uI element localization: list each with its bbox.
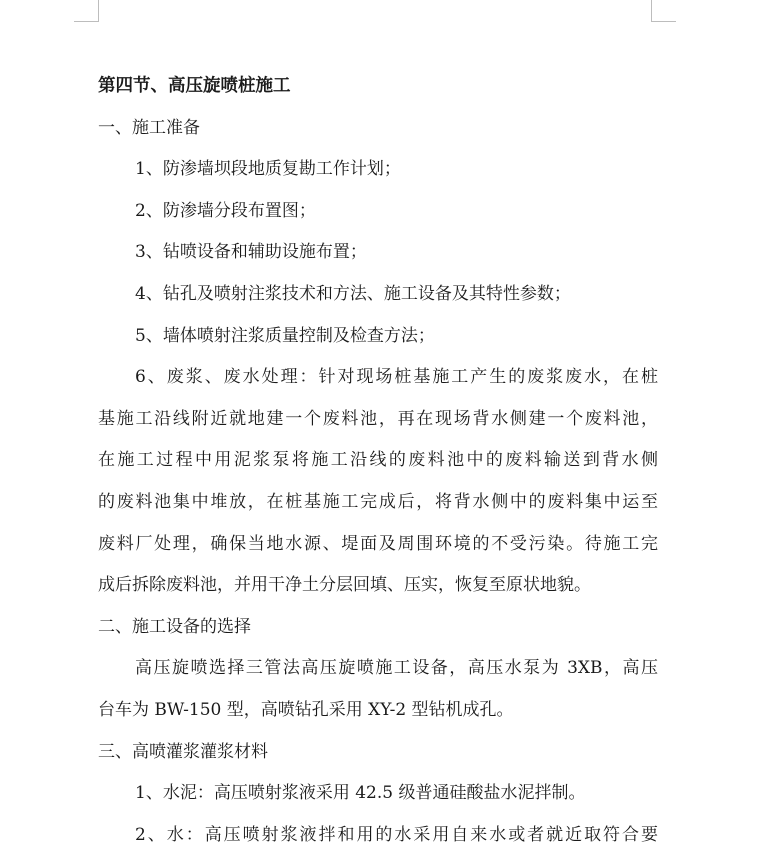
prep-item-6-line: 废料厂处理，确保当地水源、堤面及周围环境的不受污染。待施工完 (98, 533, 658, 554)
materials-item-2: 2、水：高压喷射浆液拌和用的水采用自来水或者就近取符合要 (135, 824, 658, 845)
prep-item-4: 4、钻孔及喷射注浆技术和方法、施工设备及其特性参数； (135, 283, 571, 304)
materials-item-1: 1、水泥：高压喷射浆液采用 42.5 级普通硅酸盐水泥拌制。 (135, 783, 586, 804)
document-body (98, 66, 658, 856)
crop-mark-top-right (652, 21, 676, 22)
heading-equipment: 二、施工设备的选择 (98, 616, 251, 637)
prep-item-5: 5、墙体喷射注浆质量控制及检查方法； (135, 325, 435, 346)
crop-mark-top-left (74, 21, 98, 22)
prep-item-1: 1、防渗墙坝段地质复勘工作计划； (135, 159, 401, 180)
prep-item-3: 3、钻喷设备和辅助设施布置； (135, 242, 367, 263)
heading-prep: 一、施工准备 (98, 117, 200, 138)
prep-item-6-line: 在施工过程中用泥浆泵将施工沿线的废料池中的废料输送到背水侧 (98, 450, 658, 471)
section-title: 第四节、高压旋喷桩施工 (98, 76, 291, 96)
heading-materials: 三、高喷灌浆灌浆材料 (98, 741, 268, 762)
equipment-para-line: 高压旋喷选择三管法高压旋喷施工设备，高压水泵为 3XB，高压 (135, 658, 658, 679)
prep-item-6-line: 成后拆除废料池，并用干净土分层回填、压实，恢复至原状地貌。 (98, 575, 591, 596)
prep-item-2: 2、防渗墙分段布置图； (135, 200, 316, 221)
crop-mark-top-right (651, 0, 652, 22)
prep-item-6-line: 的废料池集中堆放，在桩基施工完成后，将背水侧中的废料集中运至 (98, 491, 658, 512)
prep-item-6-line: 基施工沿线附近就地建一个废料池，再在现场背水侧建一个废料池， (98, 408, 658, 429)
crop-mark-top-left (98, 0, 99, 22)
equipment-para-line: 台车为 BW-150 型，高喷钻孔采用 XY-2 型钻机成孔。 (98, 699, 514, 720)
prep-item-6-line: 6、废浆、废水处理：针对现场桩基施工产生的废浆废水，在桩 (135, 367, 658, 388)
